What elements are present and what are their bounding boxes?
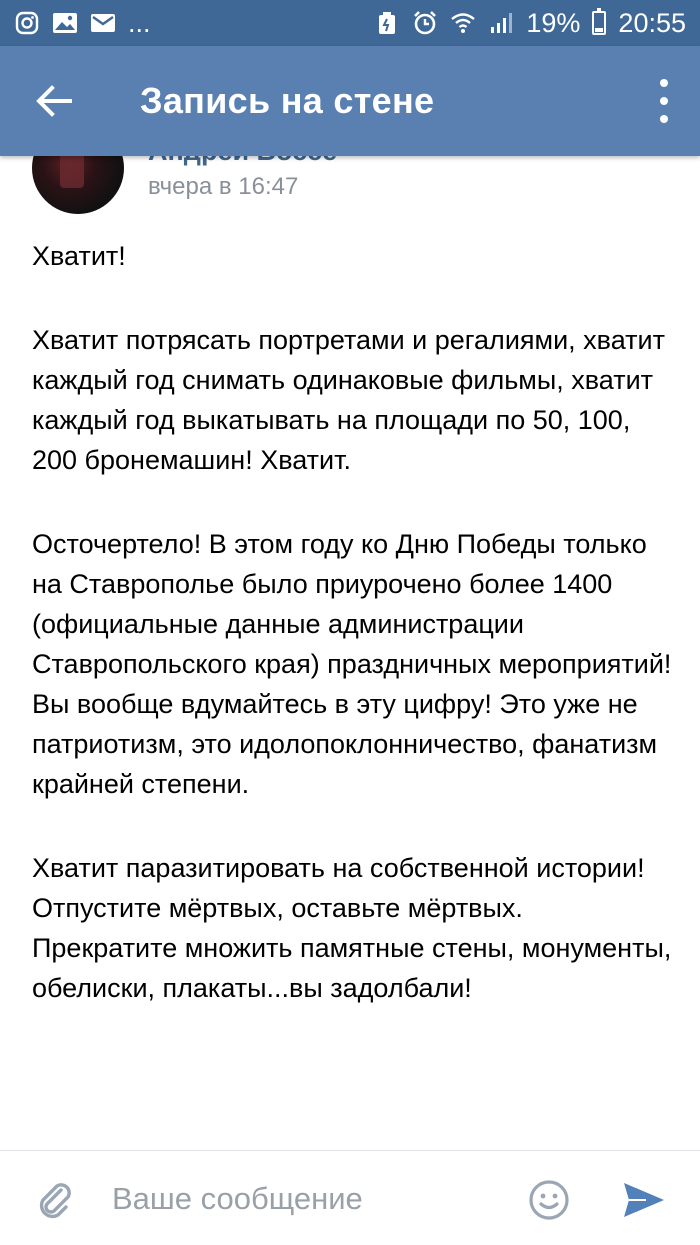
attach-button[interactable] (34, 1179, 76, 1221)
mail-icon (90, 11, 116, 35)
gallery-icon (52, 11, 78, 35)
send-icon (620, 1179, 668, 1221)
alarm-icon (412, 11, 438, 35)
post-text (32, 236, 672, 1052)
emoji-button[interactable] (528, 1179, 570, 1221)
battery-saver-icon (374, 11, 400, 35)
instagram-icon (14, 11, 40, 35)
message-input[interactable] (96, 1171, 538, 1227)
paperclip-icon (34, 1179, 76, 1221)
post-header (0, 156, 700, 226)
more-vertical-icon[interactable] (652, 79, 676, 123)
status-more: ... (128, 7, 151, 38)
post-paragraph: Хватит потрясать портретами и регалиями, хватит каждый год снимать одинаковые фильмы, хватит каждый год выкатывать на площади по 50, 100, 200 бронемашин! Хватит. (32, 325, 665, 475)
battery-percent: 19% (526, 7, 581, 38)
app-bar (0, 46, 700, 156)
signal-icon (488, 11, 514, 35)
post-paragraph: Хватит паразитировать на собственной истории! Отпустите мёртвых, оставьте мёртвых. Прекратите множить памятные стены, монументы, обелиски, плакаты...вы задолбали! (32, 853, 672, 1003)
message-composer (0, 1150, 700, 1245)
send-button[interactable] (620, 1179, 668, 1221)
page-title: Запись на стене (140, 80, 435, 121)
back-button[interactable] (24, 75, 84, 127)
status-bar (0, 0, 700, 46)
clock: 20:55 (618, 7, 686, 38)
arrow-left-icon (36, 85, 72, 117)
smile-icon (528, 1179, 570, 1221)
battery-icon (592, 11, 606, 35)
post-timestamp: вчера в 16:47 (148, 173, 299, 200)
status-bar-left (14, 7, 151, 38)
wifi-icon (450, 11, 476, 35)
status-bar-right (374, 7, 686, 38)
post-paragraph: Осточертело! В этом году ко Дню Победы только на Ставрополье было приурочено более 1400 (официальные данные администрации Ставропольского края) праздничных мероприятий! Вы вообще вдумайтесь в эту цифру! Это уже не патриотизм, это идолопоклонничество, фанатизм крайней степени. (32, 529, 672, 799)
post-paragraph: Хватит! (32, 241, 126, 271)
